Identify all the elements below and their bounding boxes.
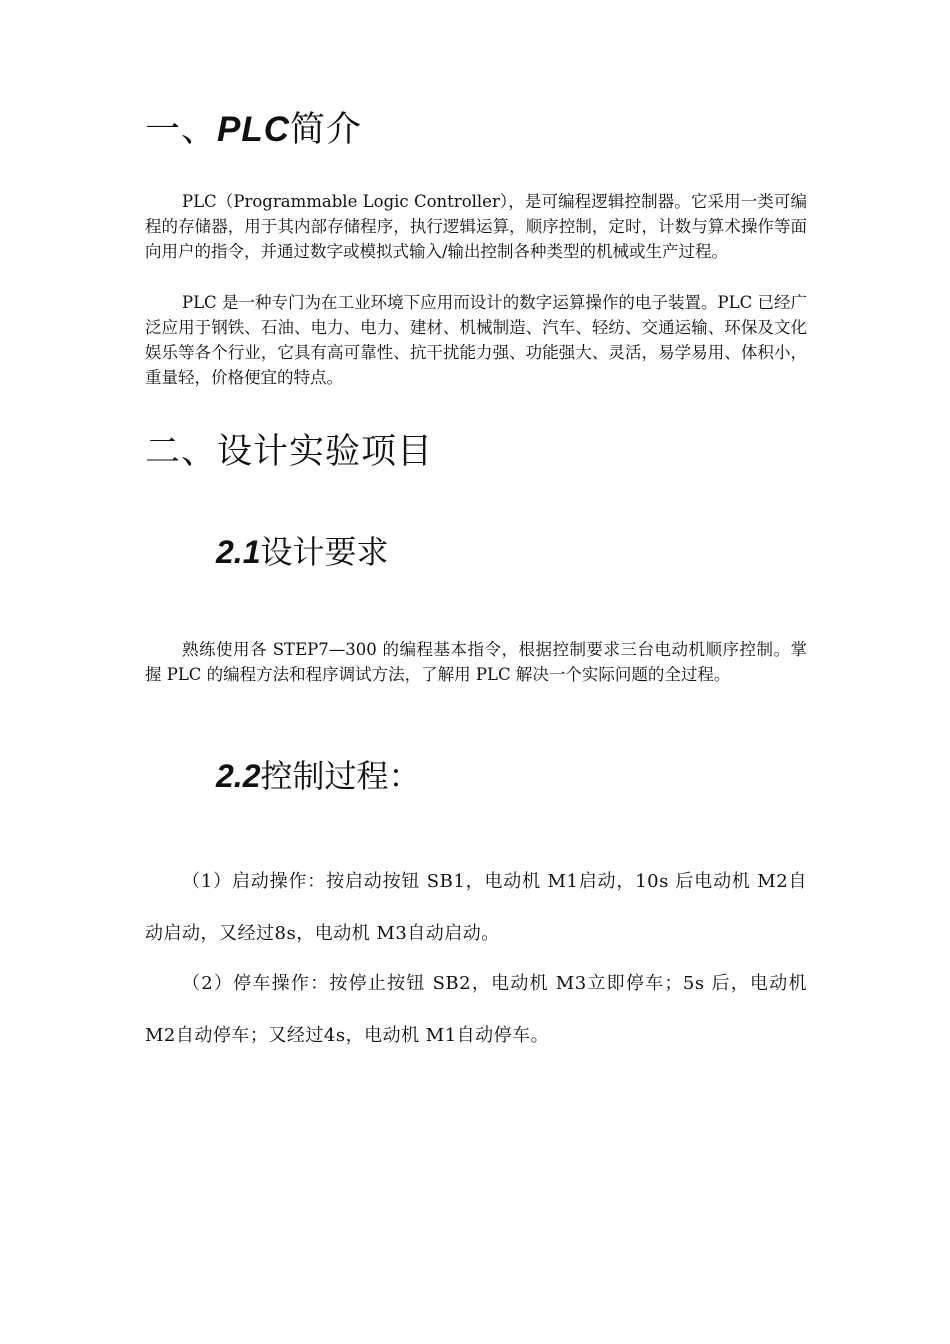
section1-heading-suffix: 简介 bbox=[290, 110, 363, 150]
subsection-2-2-number: 2.2 bbox=[216, 758, 261, 794]
section1-heading bbox=[145, 102, 362, 152]
subsection-2-1-number: 2.1 bbox=[216, 534, 261, 570]
control-step-stop: （2）停车操作：按停止按钮 SB2，电动机 M3立即停车；5s 后，电动机 M2自动停车；又经过4s，电动机 M1自动停车。 bbox=[145, 973, 807, 1046]
section2-heading: 二、设计实验项目 bbox=[145, 432, 434, 472]
subsection-2-2-title: 控制过程： bbox=[260, 757, 421, 795]
control-step-start: （1）启动操作：按启动按钮 SB1，电动机 M1启动，10s 后电动机 M2自动启动，又经过8s，电动机 M3自动启动。 bbox=[145, 871, 807, 944]
subsection-2-2-heading bbox=[216, 751, 421, 797]
section1-paragraph-2: PLC 是一种专门为在工业环境下应用而设计的数字运算操作的电子装置。PLC 已经广泛应用于钢铁、石油、电力、电力、建材、机械制造、汽车、轻纺、交通运输、环保及文化娱乐等各个行业，它具有高可靠性、抗干扰能力强、功能强大、灵活，易学易用、体积小，重量轻，价格便宜的特点。 bbox=[145, 293, 807, 387]
subsection-2-1-title: 设计要求 bbox=[260, 533, 389, 571]
section1-paragraph-1: PLC（Programmable Logic Controller），是可编程逻辑控制器。它采用一类可编程的存储器，用于其内部存储程序，执行逻辑运算，顺序控制，定时，计数与算术操作等面向用户的指令，并通过数字或模拟式输入/输出控制各种类型的机械或生产过程。 bbox=[145, 192, 807, 261]
subsection-2-1-heading bbox=[216, 527, 389, 573]
section1-heading-prefix: 一、 bbox=[145, 110, 218, 150]
section1-heading-latin: PLC bbox=[217, 110, 291, 149]
subsection-2-1-paragraph: 熟练使用各 STEP7—300 的编程基本指令，根据控制要求三台电动机顺序控制。掌握 PLC 的编程方法和程序调试方法，了解用 PLC 解决一个实际问题的全过程。 bbox=[145, 640, 807, 684]
